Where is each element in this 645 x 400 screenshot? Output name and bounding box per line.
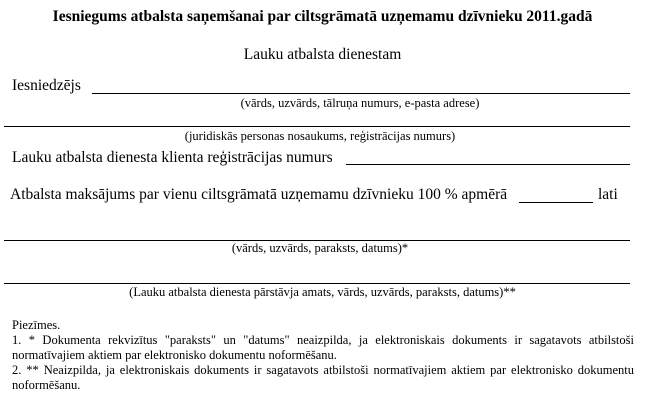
payment-unit: lati [598, 186, 618, 203]
applicant-label: Iesniedzējs [12, 77, 81, 94]
signature-hint: (vārds, uzvārds, paraksts, datums)* [231, 241, 409, 255]
lad-official-line[interactable] [4, 283, 630, 284]
payment-label: Atbalsta maksājums par vienu ciltsgrāmatā uzņemamu dzīvnieku 100 % apmērā [10, 186, 508, 203]
applicant-line[interactable] [92, 93, 630, 94]
client-reg-line[interactable] [346, 164, 630, 165]
notes-heading: Piezīmes. [12, 318, 61, 332]
applicant-legal-hint: (juridiskās personas nosaukums, reģistrācijas numurs) [184, 129, 456, 143]
payment-amount-line[interactable] [519, 202, 593, 203]
applicant-contact-hint: (vārds, uzvārds, tālruņa numurs, e-pasta adrese) [240, 96, 480, 110]
note-1: 1. * Dokumenta rekvizītus "paraksts" un "datums" neaizpilda, ja elektroniskais dokuments ir sagatavots atbilstoši normatīvajiem aktiem par elektronisko dokumentu noformēšanu. [12, 333, 634, 362]
recipient: Lauku atbalsta dienestam [243, 46, 402, 63]
lad-official-hint: (Lauku atbalsta dienesta pārstāvja amats, vārds, uzvārds, paraksts, datums)** [129, 285, 516, 299]
note-2: 2. ** Neaizpilda, ja elektroniskais dokuments ir sagatavots atbilstoši normatīvajiem aktiem par elektronisko dokumentu noformēšanu. [12, 363, 634, 392]
applicant-legal-line[interactable] [4, 126, 630, 127]
client-reg-label: Lauku atbalsta dienesta klienta reģistrācijas numurs [12, 149, 333, 166]
form-title: Iesniegums atbalsta saņemšanai par ciltsgrāmatā uzņemamu dzīvnieku 2011.gadā [52, 8, 593, 25]
notes [12, 318, 634, 393]
